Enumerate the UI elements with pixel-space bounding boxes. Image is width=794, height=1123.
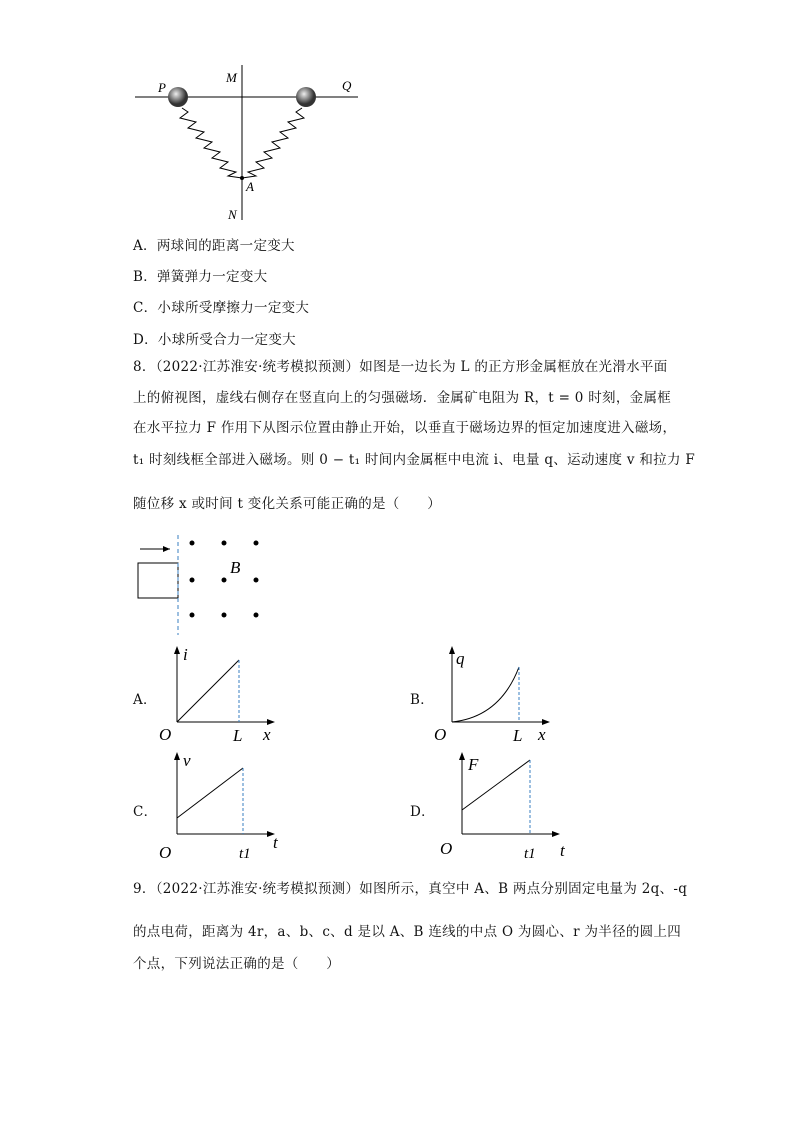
q7-option-b: B．弹簧弹力一定变大 (133, 269, 268, 285)
graph-a-option: A． (133, 692, 157, 708)
q9-line-3: 个点，下列说法正确的是（ ） (133, 956, 340, 972)
q7-option-c: C．小球所受摩擦力一定变大 (133, 300, 310, 316)
q9-line-2: 的点电荷，距离为 4r，a、b、c、d 是以 A、B 连线的中点 O 为圆心、r 为半径的圆上四 (133, 924, 682, 940)
graph-b-tick: L (513, 726, 523, 742)
graph-a-curve (177, 660, 239, 722)
graph-a-tick: L (233, 726, 243, 742)
graph-b-curve (452, 667, 519, 722)
graph-a-y-label: i (183, 645, 188, 664)
q8-line-4: t₁ 时刻线框全部进入磁场。则 0 − t₁ 时间内金属框中电流 i、电量 q、运动速度 v 和拉力 F (133, 452, 696, 468)
label-A: A (246, 179, 254, 194)
label-N: N (228, 207, 237, 222)
label-M: M (226, 70, 237, 85)
graph-b-x-label: x (538, 725, 546, 742)
graph-c-origin: O (159, 843, 172, 862)
q7-option-a: A．两球间的距离一定变大 (133, 238, 295, 254)
magnetic-field-figure (130, 535, 280, 635)
graph-c-y-label: v (183, 751, 191, 770)
graph-d-x-label: t (560, 841, 565, 860)
graph-c-tick: t1 (239, 846, 251, 862)
label-P: P (158, 80, 166, 95)
q8-line-2: 上的俯视图，虚线右侧存在竖直向上的匀强磁场．金属矿电阻为 R，t = 0 时刻，金属框 (133, 390, 672, 406)
q9-line-1: 9．（2022·江苏淮安·统考模拟预测）如图所示，真空中 A、B 两点分别固定电量为 2q、-q (133, 881, 688, 897)
graph-b-option: B． (410, 692, 435, 708)
graph-b-y-label: q (456, 649, 465, 668)
label-B: B (230, 558, 241, 577)
graph-d-option: D． (410, 804, 435, 820)
label-Q: Q (342, 78, 352, 93)
graph-b-origin: O (434, 725, 447, 742)
graph-c (155, 748, 285, 866)
graph-a (155, 642, 285, 742)
q8-line-5: 随位移 x 或时间 t 变化关系可能正确的是（ ） (133, 496, 442, 512)
graph-d-tick: t1 (524, 846, 536, 862)
q7-option-d: D．小球所受合力一定变大 (133, 332, 296, 348)
q8-line-3: 在水平拉力 F 作用下从图示位置由静止开始，以垂直于磁场边界的恒定加速度进入磁场， (133, 420, 677, 436)
graph-c-option: C． (133, 804, 158, 820)
graph-c-x-label: t (273, 833, 278, 852)
graph-c-curve (177, 768, 243, 818)
graph-d-y-label: F (468, 755, 479, 774)
graph-a-x-label: x (263, 725, 271, 742)
graph-d-origin: O (440, 839, 453, 858)
graph-a-origin: O (159, 725, 172, 742)
graph-b (430, 642, 560, 742)
spring-balls-figure (130, 60, 370, 225)
q8-line-1: 8．（2022·江苏淮安·统考模拟预测）如图是一边长为 L 的正方形金属框放在光滑水平面 (133, 359, 668, 375)
graph-d (440, 748, 580, 866)
